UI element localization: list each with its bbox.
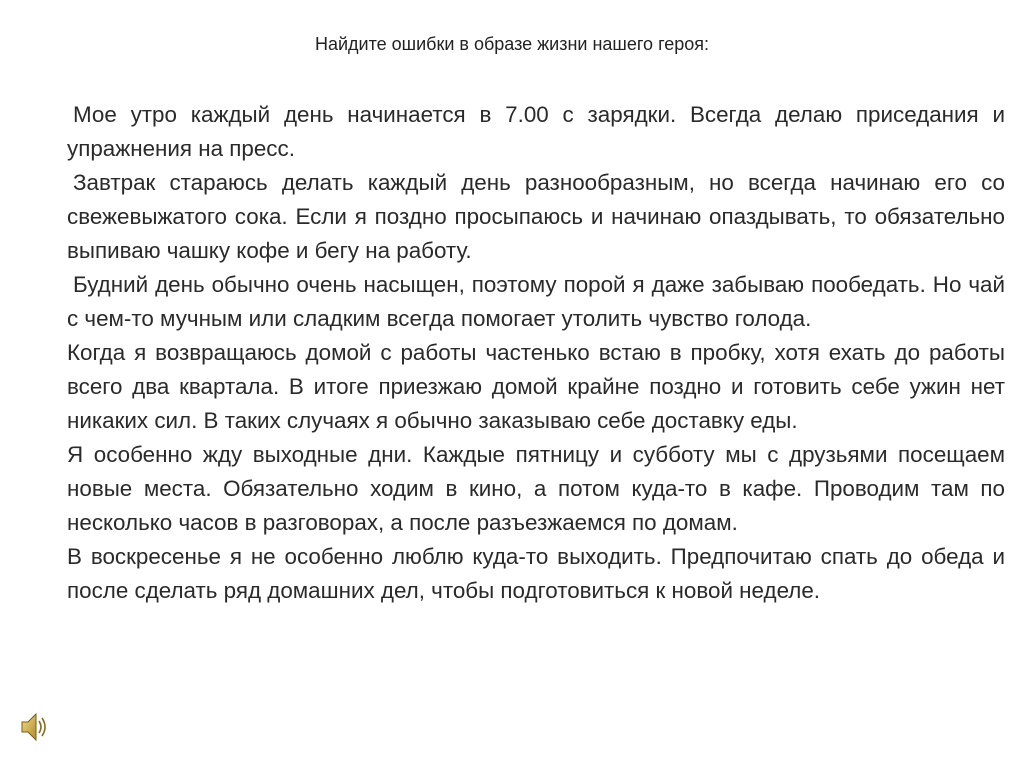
paragraph-workday: Будний день обычно очень насыщен, поэтому порой я даже забываю пообедать. Но чай с чем-то мучным или сладким всегда помогает утолить чувство голода.	[67, 272, 1005, 331]
paragraph-morning: Мое утро каждый день начинается в 7.00 с зарядки. Всегда делаю приседания и упражнения на пресс.	[67, 102, 1005, 161]
paragraph-sunday: В воскресенье я не особенно люблю куда-то выходить. Предпочитаю спать до обеда и после сделать ряд домашних дел, чтобы подготовиться к новой неделе.	[67, 544, 1005, 603]
story-text	[67, 98, 1005, 608]
paragraph-evening: Когда я возвращаюсь домой с работы частенько встаю в пробку, хотя ехать до работы всего два квартала. В итоге приезжаю домой крайне поздно и готовить себе ужин нет никаких сил. В таких случаях я обычно заказываю себе доставку еды.	[67, 340, 1005, 433]
speaker-icon[interactable]	[20, 710, 48, 744]
slide-title: Найдите ошибки в образе жизни нашего героя:	[314, 34, 710, 54]
paragraph-weekend: Я особенно жду выходные дни. Каждые пятницу и субботу мы с друзьями посещаем новые места. Обязательно ходим в кино, а потом куда-то в кафе. Проводим там по несколько часов в разговорах, а после разъезжаемся по домам.	[67, 442, 1005, 535]
paragraph-breakfast: Завтрак стараюсь делать каждый день разнообразным, но всегда начинаю его со свежевыжатого сока. Если я поздно просыпаюсь и начинаю опаздывать, то обязательно выпиваю чашку кофе и бегу на работу.	[67, 170, 1005, 263]
